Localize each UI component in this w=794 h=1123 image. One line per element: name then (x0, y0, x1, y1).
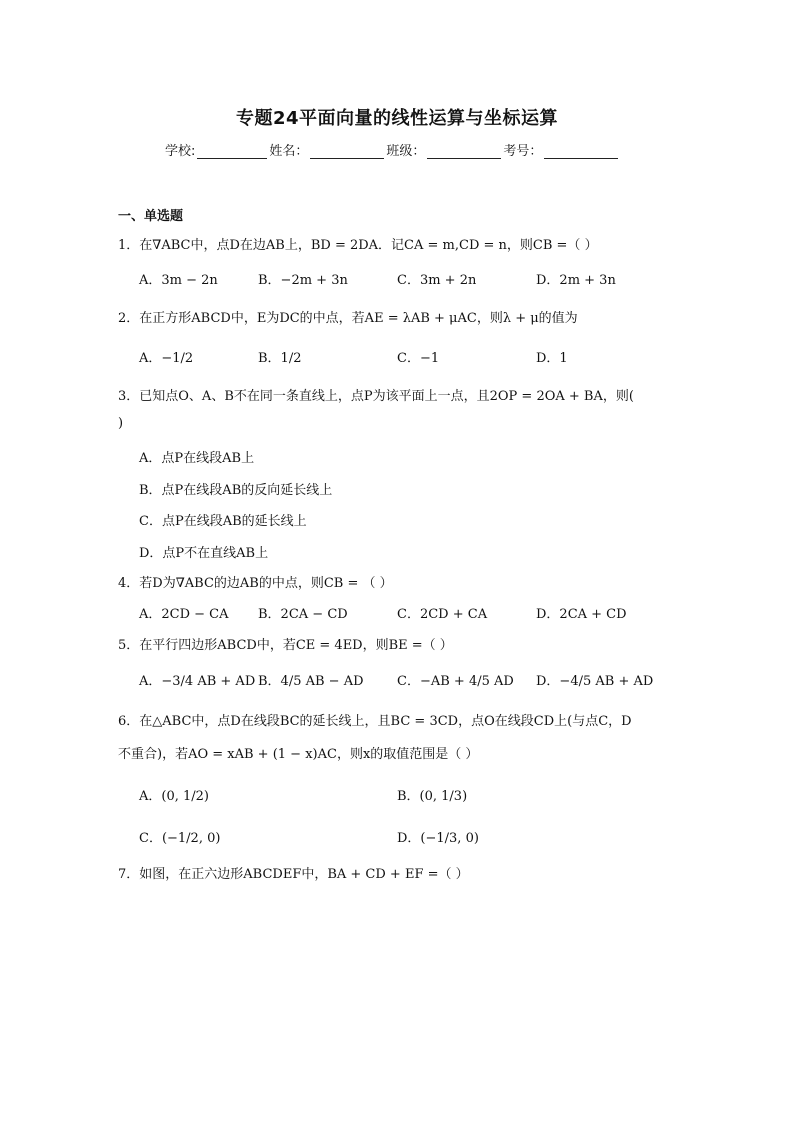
question-1-option-c: C．3m + 2n (397, 273, 477, 288)
question-4-stem: 4．若D为∇ABC的边AB的中点，则CB = （ ） (118, 576, 393, 591)
question-2-option-b: B．1/2 (258, 351, 302, 366)
school-label: 学校: (165, 144, 196, 159)
question-1-option-d: D．2m + 3n (536, 273, 616, 288)
question-6-option-b: B．(0, 1/3) (397, 789, 468, 804)
name-label: 姓名： (269, 144, 309, 159)
school-blank[interactable] (197, 144, 267, 159)
question-3-stem: 3．已知点O、A、B不在同一条直线上，点P为该平面上一点，且2OP = 2OA + BA，则( (118, 389, 634, 404)
question-3-option-b: B．点P在线段AB的反向延长线上 (139, 483, 333, 498)
question-6-option-c: C．(−1/2, 0) (139, 831, 221, 846)
class-label: 班级： (386, 144, 426, 159)
question-1-option-b: B．−2m + 3n (258, 273, 348, 288)
question-2-option-d: D．1 (536, 351, 568, 366)
class-blank[interactable] (427, 144, 501, 159)
question-3-option-c: C．点P在线段AB的延长线上 (139, 514, 307, 529)
question-2-stem: 2．在正方形ABCD中，E为DC的中点，若AE = λAB + μAC，则λ + μ的值为 (118, 311, 578, 326)
name-blank[interactable] (310, 144, 384, 159)
question-5-option-c: C．−AB + 4/5 AD (397, 674, 514, 689)
question-3-option-d: D．点P不在直线AB上 (139, 546, 269, 561)
question-4-option-a: A．2CD − CA (139, 607, 229, 622)
question-7-stem: 7．如图，在正六边形ABCDEF中，BA + CD + EF =（ ） (118, 867, 469, 882)
question-4-option-d: D．2CA + CD (536, 607, 627, 622)
question-1-stem: 1．在∇ABC中，点D在边AB上，BD = 2DA．记CA = m,CD = n，则CB =（ ） (118, 238, 598, 253)
question-5-option-a: A．−3/4 AB + AD (139, 674, 256, 689)
question-5-option-d: D．−4/5 AB + AD (536, 674, 654, 689)
question-3-option-a: A．点P在线段AB上 (139, 451, 255, 466)
question-6-stem: 6．在△ABC中，点D在线段BC的延长线上，且BC = 3CD，点O在线段CD上(与点C，D (118, 714, 632, 729)
student-info-line (165, 140, 620, 159)
question-6-option-a: A．(0, 1/2) (139, 789, 209, 804)
section-heading: 一、单选题 (118, 209, 184, 224)
question-2-option-a: A．−1/2 (139, 351, 194, 366)
question-4-option-c: C．2CD + CA (397, 607, 488, 622)
question-6-option-d: D．(−1/3, 0) (397, 831, 479, 846)
exam-number-blank[interactable] (544, 144, 618, 159)
question-2-option-c: C．−1 (397, 351, 440, 366)
question-1-option-a: A．3m − 2n (139, 273, 218, 288)
page-title: 专题24平面向量的线性运算与坐标运算 (235, 108, 559, 129)
question-6-stem-continued: 不重合)，若AO = xAB + (1 − x)AC，则x的取值范围是（ ） (118, 747, 479, 762)
question-5-option-b: B．4/5 AB − AD (258, 674, 364, 689)
question-3-stem-continued: ) (118, 416, 124, 431)
question-5-stem: 5．在平行四边形ABCD中，若CE = 4ED，则BE =（ ） (118, 638, 453, 653)
question-4-option-b: B．2CA − CD (258, 607, 348, 622)
exam-label: 考号： (503, 144, 543, 159)
